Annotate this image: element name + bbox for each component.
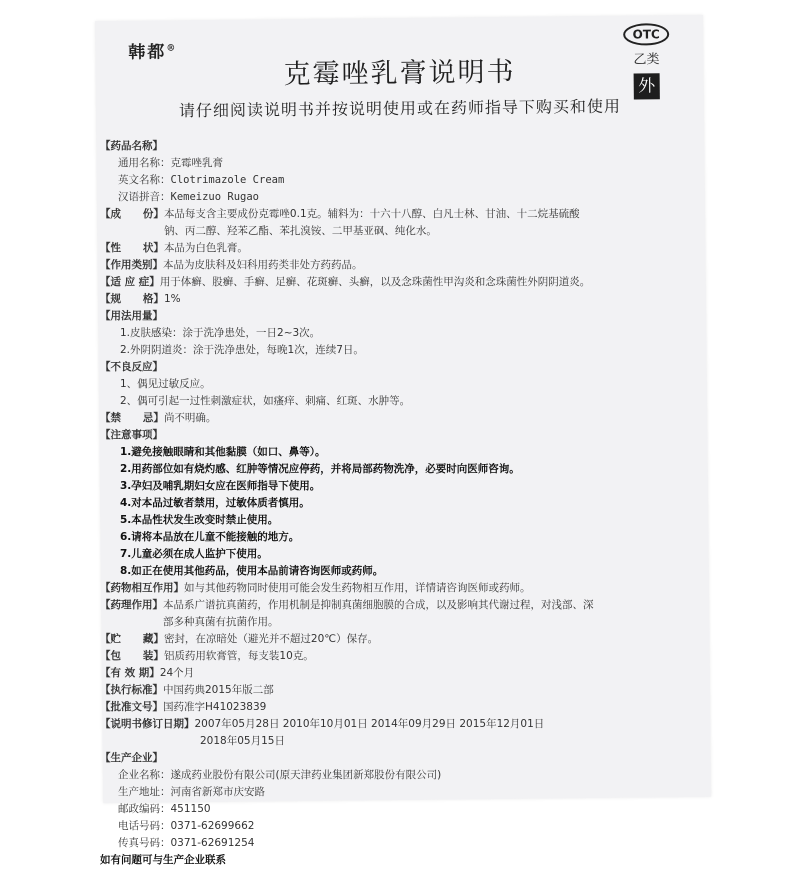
section-standard: 【执行标准】 中国药典2015年版二部 <box>100 684 274 696</box>
brand-logo: 韩都® <box>128 42 178 63</box>
section-approval: 【批准文号】 国药准字H41023839 <box>100 701 267 713</box>
list-item: 3.孕妇及哺乳期妇女应在医师指导下使用。 <box>120 480 321 492</box>
section-composition: 【成 份】 本品每支含主要成份克霉唑0.1克。辅料为：十六十八醇、白凡士林、甘油、十二烷基硫酸钠、丙二醇、羟苯乙酯、苯扎溴铵、二甲基亚砜、纯化水。 <box>100 208 580 237</box>
section-storage: 【贮 藏】 密封，在凉暗处（避光并不超过20℃）保存。 <box>100 633 379 645</box>
list-item: 1.避免接触眼睛和其他黏膜（如口、鼻等）。 <box>120 446 326 458</box>
list-item: 5.本品性状发生改变时禁止使用。 <box>120 514 279 526</box>
otc-category: 乙类 <box>633 52 660 68</box>
section-validity: 【有 效 期】 24个月 <box>100 667 195 679</box>
company-address: 河南省新郑市庆安路 <box>170 786 265 798</box>
section-indications: 【适 应 症】 用于体癣、股癣、手癣、足癣、花斑癣、头癣，以及念珠菌性甲沟炎和念珠菌性外阴阴道炎。 <box>100 276 591 288</box>
section-contraindications: 【禁 忌】 尚不明确。 <box>100 412 217 424</box>
section-usage: 【用法用量】 1.皮肤感染：涂于洗净患处，一日2~3次。 2.外阴阴道炎：涂于洗净患处，每晚1次，连续7日。 <box>100 308 600 359</box>
list-item: 1、偶见过敏反应。 <box>120 378 211 390</box>
leaflet-body <box>100 138 600 869</box>
postcode: 451150 <box>170 803 211 815</box>
list-item: 2.外阴阴道炎：涂于洗净患处，每晚1次，连续7日。 <box>120 344 364 356</box>
pinyin-name: Kemeizuo Rugao <box>170 191 260 203</box>
list-item: 6.请将本品放在儿童不能接触的地方。 <box>120 531 300 543</box>
section-revision: 【说明书修订日期】 2007年05月28日 2010年10月01日 2014年09月29日 2015年12月01日 2018年05月15日 <box>100 718 545 747</box>
usage-notice: 请仔细阅读说明书并按说明使用或在药师指导下购买和使用 <box>178 96 622 121</box>
section-category: 【作用类别】 本品为皮肤科及妇科用药类非处方药药品。 <box>100 259 363 271</box>
contact-note: 如有问题可与生产企业联系 <box>100 854 226 866</box>
list-item: 1.皮肤感染：涂于洗净患处，一日2~3次。 <box>120 327 321 339</box>
section-manufacturer: 【生产企业】 企业名称：遂成药业股份有限公司(原天津药业集团新郑股份有限公司) 生产地址：河南省新郑市庆安路 邮政编码：451150 电话号码：0371-62699662 传真号码：0371-62691254 如有问题可与生产企业联系 <box>100 750 600 869</box>
external-use-badge: 外 <box>634 73 660 99</box>
section-interactions: 【药物相互作用】 如与其他药物同时使用可能会发生药物相互作用，详情请咨询医师或药师。 <box>100 582 531 594</box>
list-item: 4.对本品过敏者禁用，过敏体质者慎用。 <box>120 497 310 509</box>
phone: 0371-62699662 <box>170 820 255 832</box>
otc-badge <box>617 23 676 100</box>
list-item: 8.如正在使用其他药品，使用本品前请咨询医师或药师。 <box>120 565 384 577</box>
section-specification: 【规 格】 1% <box>100 293 181 305</box>
company-name: 遂成药业股份有限公司(原天津药业集团新郑股份有限公司) <box>170 769 442 781</box>
section-adverse: 【不良反应】 1、偶见过敏反应。 2、偶可引起一过性刺激症状，如瘙痒、刺痛、红斑、水肿等。 <box>100 359 600 410</box>
section-package: 【包 装】 铝质药用软膏管，每支装10克。 <box>100 650 314 662</box>
list-item: 2.用药部位如有烧灼感、红肿等情况应停药，并将局部药物洗净，必要时向医师咨询。 <box>120 463 520 475</box>
otc-label: OTC <box>623 23 668 45</box>
section-appearance: 【性 状】 本品为白色乳膏。 <box>100 242 248 254</box>
fax: 0371-62691254 <box>170 837 255 849</box>
section-drug-name: 【药品名称】 通用名称：克霉唑乳膏 英文名称：Clotrimazole Cream 汉语拼音：Kemeizuo Rugao <box>100 140 285 203</box>
leaflet-title: 克霉唑乳膏说明书 <box>283 56 516 91</box>
list-item: 2、偶可引起一过性刺激症状，如瘙痒、刺痛、红斑、水肿等。 <box>120 395 411 407</box>
generic-name: 克霉唑乳膏 <box>170 157 223 169</box>
section-pharmacology: 【药理作用】 本品系广谱抗真菌药，作用机制是抑制真菌细胞膜的合成，以及影响其代谢过程，对浅部、深部多种真菌有抗菌作用。 <box>100 599 594 628</box>
list-item: 7.儿童必须在成人监护下使用。 <box>120 548 268 560</box>
english-name: Clotrimazole Cream <box>170 174 285 186</box>
section-precautions: 【注意事项】 1.避免接触眼睛和其他黏膜（如口、鼻等）。 2.用药部位如有烧灼感、红肿等情况应停药，并将局部药物洗净，必要时向医师咨询。 3.孕妇及哺乳期妇女应在医师指导下使用。 4.对本品过敏者禁用，过敏体质者慎用。 5.本品性状发生改变时禁止使用。 6.请将本品放在儿童不能接触的地方。 7.儿童必须在成人监护下使用。 8.如正在使用其他药品，使用本品前请咨询医师或药师。 <box>100 427 600 580</box>
